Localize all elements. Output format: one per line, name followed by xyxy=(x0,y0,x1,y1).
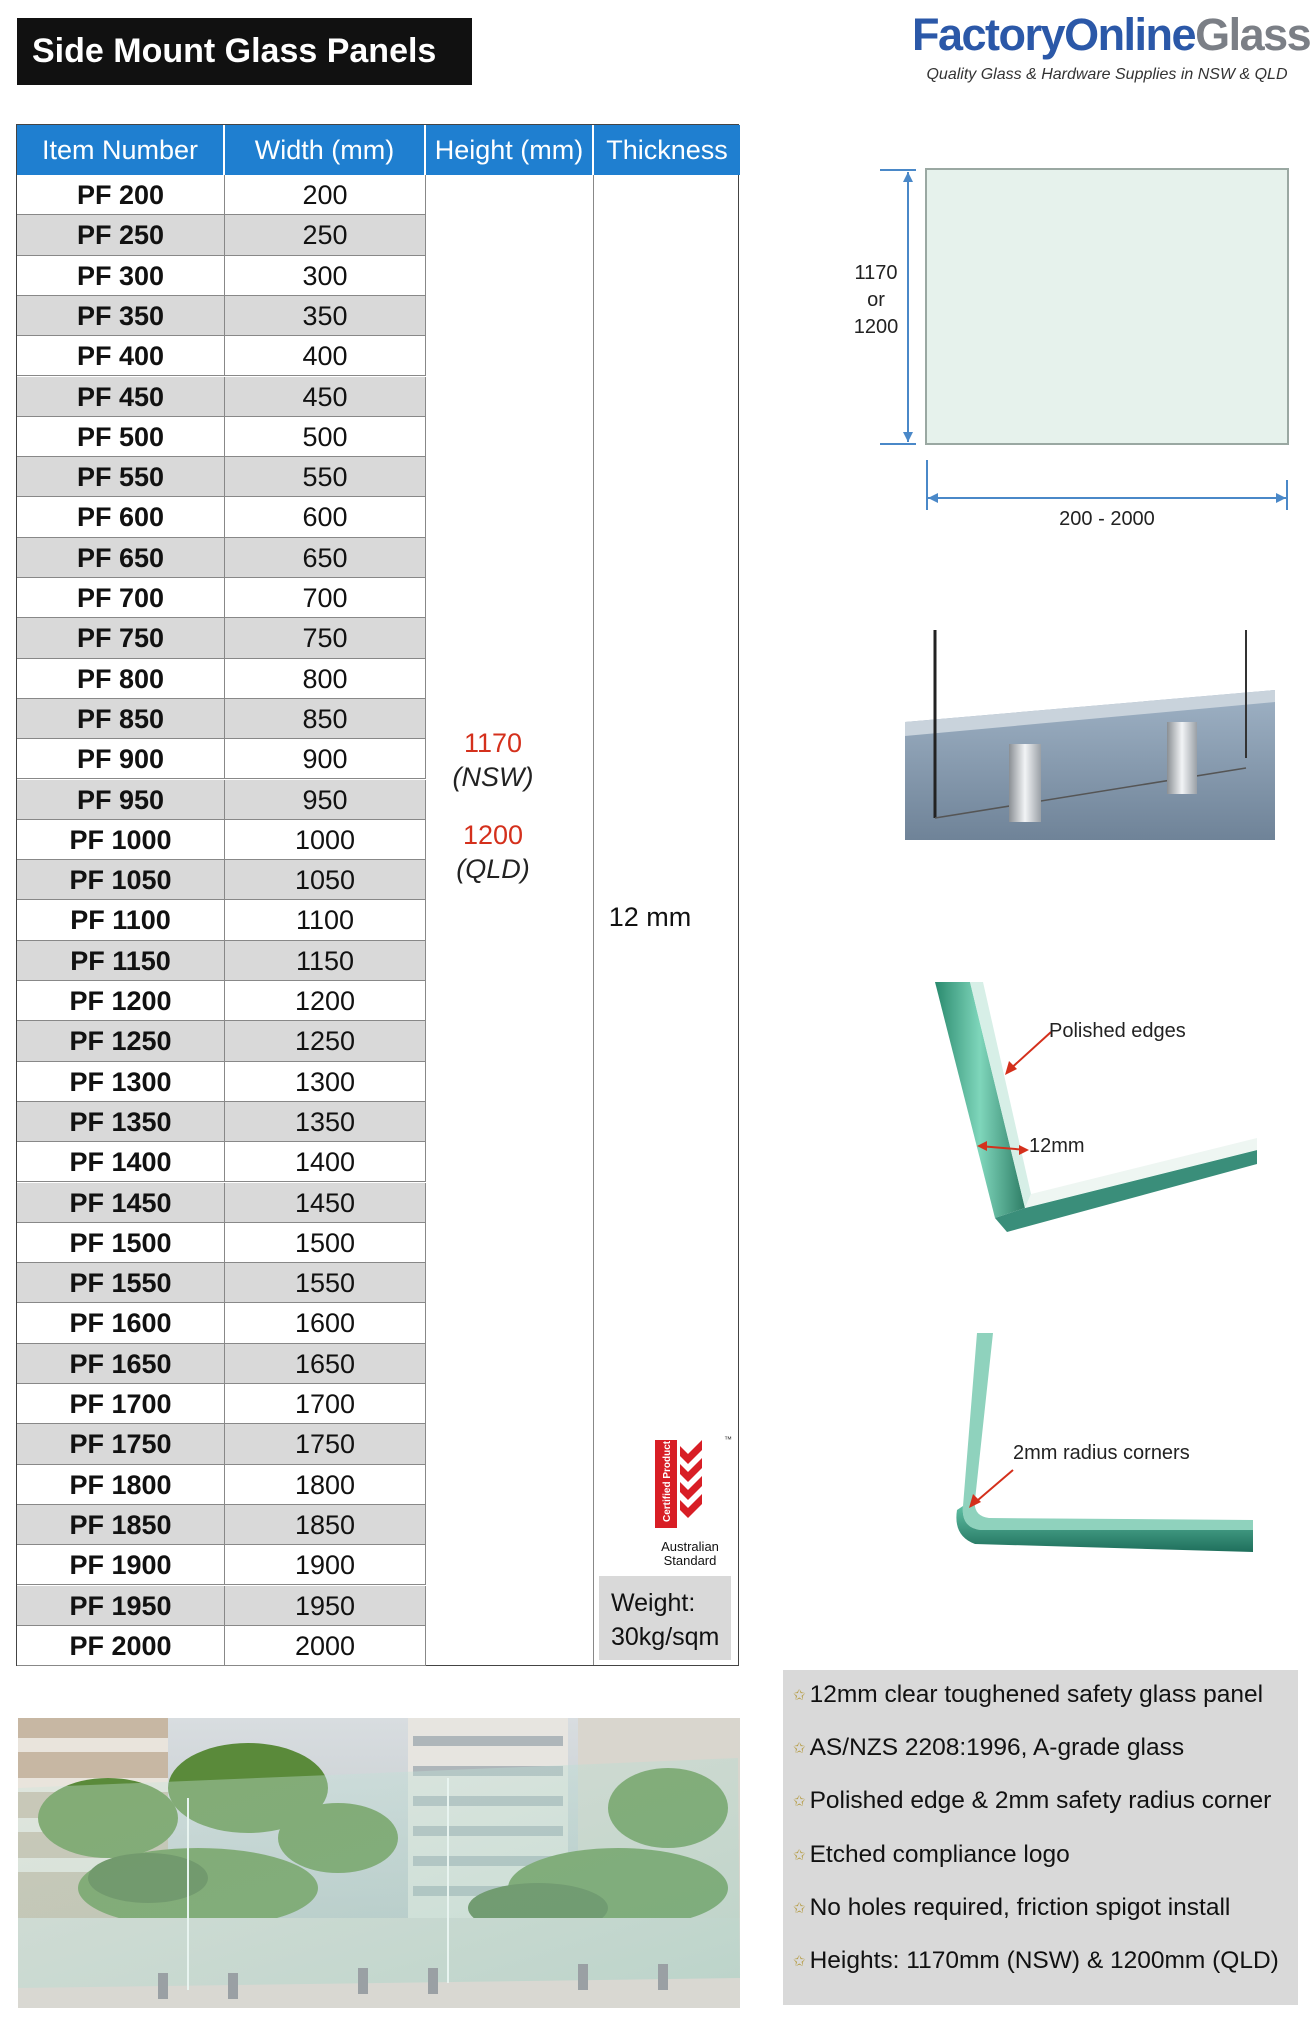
width-cell: 1950 xyxy=(225,1586,426,1625)
item-number-cell: PF 450 xyxy=(17,377,225,416)
table-row xyxy=(17,377,426,417)
item-number-cell: PF 1850 xyxy=(17,1505,225,1544)
item-number-cell: PF 1500 xyxy=(17,1223,225,1262)
item-number-cell: PF 200 xyxy=(17,175,225,214)
width-cell: 200 xyxy=(225,175,426,214)
weight-box xyxy=(599,1576,731,1660)
width-cell: 1100 xyxy=(225,900,426,939)
standard-label xyxy=(640,1540,740,1568)
header-height: Height (mm) xyxy=(426,125,594,175)
feature-text: No holes required, friction spigot install xyxy=(809,1893,1231,1921)
table-row xyxy=(17,578,426,618)
item-number-cell: PF 2000 xyxy=(17,1626,225,1665)
width-cell: 700 xyxy=(225,578,426,617)
feature-text: 12mm clear toughened safety glass panel xyxy=(809,1681,1264,1708)
edge-detail-illustration xyxy=(935,980,1265,1240)
item-number-cell: PF 1650 xyxy=(17,1344,225,1383)
width-cell: 1400 xyxy=(225,1142,426,1181)
height-cell xyxy=(409,726,577,886)
item-number-cell: PF 1700 xyxy=(17,1384,225,1423)
feature-item xyxy=(783,1680,1298,1733)
item-number-cell: PF 750 xyxy=(17,618,225,657)
spigot-panel-image xyxy=(905,628,1275,840)
width-cell: 1300 xyxy=(225,1062,426,1101)
width-cell: 1000 xyxy=(225,820,426,859)
weight-label: Weight: xyxy=(611,1589,696,1617)
table-row xyxy=(17,780,426,820)
height-dim-line-1: 1170 xyxy=(854,262,898,284)
table-row xyxy=(17,1545,426,1585)
radius-corners-label: 2mm radius corners xyxy=(1013,1442,1190,1464)
width-cell: 1150 xyxy=(225,941,426,980)
width-cell: 1650 xyxy=(225,1344,426,1383)
table-row xyxy=(17,1626,426,1666)
width-cell: 300 xyxy=(225,256,426,295)
width-cell: 1850 xyxy=(225,1505,426,1544)
table-row xyxy=(17,1021,426,1061)
table-row xyxy=(17,659,426,699)
table-row xyxy=(17,699,426,739)
standard-line-2: Standard xyxy=(663,1553,717,1568)
star-bullet-icon: ✩ xyxy=(793,1793,806,1811)
item-number-cell: PF 1550 xyxy=(17,1263,225,1302)
item-number-cell: PF 700 xyxy=(17,578,225,617)
width-cell: 800 xyxy=(225,659,426,698)
table-row xyxy=(17,1344,426,1384)
width-cell: 2000 xyxy=(225,1626,426,1665)
certified-product-icon xyxy=(640,1432,740,1542)
width-cell: 950 xyxy=(225,780,426,819)
weight-value: 30kg/sqm xyxy=(611,1623,720,1651)
standard-line-1: Australian xyxy=(661,1539,719,1554)
item-number-cell: PF 550 xyxy=(17,457,225,496)
item-number-cell: PF 1200 xyxy=(17,981,225,1020)
feature-text: Etched compliance logo xyxy=(809,1840,1070,1868)
item-number-cell: PF 1150 xyxy=(17,941,225,980)
table-row xyxy=(17,860,426,900)
width-cell: 650 xyxy=(225,538,426,577)
spec-table xyxy=(16,124,739,1666)
item-number-cell: PF 1050 xyxy=(17,860,225,899)
width-cell: 1600 xyxy=(225,1303,426,1342)
width-cell: 1500 xyxy=(225,1223,426,1262)
item-number-cell: PF 1900 xyxy=(17,1545,225,1584)
item-number-cell: PF 1600 xyxy=(17,1303,225,1342)
company-logo xyxy=(912,9,1311,84)
item-number-cell: PF 900 xyxy=(17,739,225,778)
star-bullet-icon: ✩ xyxy=(793,1846,806,1864)
radius-corner-image xyxy=(935,1330,1265,1610)
table-row xyxy=(17,1142,426,1182)
feature-item xyxy=(783,1840,1298,1893)
table-row xyxy=(17,1384,426,1424)
width-cell: 1250 xyxy=(225,1021,426,1060)
height-dim-line-2: or xyxy=(867,289,885,311)
thickness-cell: 12 mm xyxy=(608,902,692,932)
certification-badge xyxy=(640,1432,740,1572)
feature-text: AS/NZS 2208:1996, A-grade glass xyxy=(809,1734,1185,1762)
polished-edges-label: Polished edges xyxy=(1049,1020,1186,1042)
item-number-cell: PF 600 xyxy=(17,497,225,536)
logo-part-factory: Factory xyxy=(912,9,1065,60)
table-row xyxy=(17,215,426,255)
width-cell: 850 xyxy=(225,699,426,738)
table-row xyxy=(17,336,426,376)
table-row xyxy=(17,941,426,981)
height-qld-label: (QLD) xyxy=(456,854,530,884)
table-row xyxy=(17,256,426,296)
item-number-cell: PF 800 xyxy=(17,659,225,698)
table-row xyxy=(17,900,426,940)
item-number-cell: PF 1800 xyxy=(17,1465,225,1504)
width-cell: 550 xyxy=(225,457,426,496)
installation-photo xyxy=(18,1718,740,2008)
star-bullet-icon: ✩ xyxy=(793,1899,806,1917)
thickness-12mm-label: 12mm xyxy=(1029,1135,1085,1157)
star-bullet-icon: ✩ xyxy=(793,1952,806,1970)
height-nsw-label: (NSW) xyxy=(452,762,534,792)
logo-part-online: Online xyxy=(1064,9,1196,60)
width-cell: 350 xyxy=(225,296,426,335)
polished-edge-image xyxy=(935,980,1265,1240)
panel-dimension-drawing xyxy=(840,160,1300,540)
item-number-cell: PF 850 xyxy=(17,699,225,738)
table-row xyxy=(17,1263,426,1303)
table-row xyxy=(17,1303,426,1343)
table-row xyxy=(17,1505,426,1545)
trademark-symbol: ™ xyxy=(724,1435,732,1444)
table-row xyxy=(17,1062,426,1102)
table-row xyxy=(17,296,426,336)
poolside-glass-image xyxy=(18,1718,740,2008)
item-number-cell: PF 1100 xyxy=(17,900,225,939)
width-cell: 1750 xyxy=(225,1424,426,1463)
item-number-cell: PF 1000 xyxy=(17,820,225,859)
page-title: Side Mount Glass Panels xyxy=(17,18,472,85)
item-number-cell: PF 650 xyxy=(17,538,225,577)
feature-text: Polished edge & 2mm safety radius corner xyxy=(809,1787,1272,1815)
width-cell: 1700 xyxy=(225,1384,426,1423)
item-number-cell: PF 1300 xyxy=(17,1062,225,1101)
width-cell: 1900 xyxy=(225,1545,426,1584)
header-width: Width (mm) xyxy=(225,125,426,175)
features-list xyxy=(783,1670,1298,2005)
width-dimension-label: 200 - 2000 xyxy=(1059,508,1155,530)
table-row xyxy=(17,1102,426,1142)
feature-item xyxy=(783,1733,1298,1786)
width-cell: 1550 xyxy=(225,1263,426,1302)
star-bullet-icon: ✩ xyxy=(793,1740,806,1758)
feature-text: Heights: 1170mm (NSW) & 1200mm (QLD) xyxy=(809,1946,1279,1974)
item-number-cell: PF 1750 xyxy=(17,1424,225,1463)
width-cell: 1200 xyxy=(225,981,426,1020)
logo-tagline: Quality Glass & Hardware Supplies in NSW & QLD xyxy=(926,66,1288,83)
width-cell: 900 xyxy=(225,739,426,778)
item-number-cell: PF 400 xyxy=(17,336,225,375)
width-cell: 500 xyxy=(225,417,426,456)
width-cell: 750 xyxy=(225,618,426,657)
header-thickness: Thickness xyxy=(594,125,740,175)
height-dim-line-3: 1200 xyxy=(853,316,899,338)
item-number-cell: PF 300 xyxy=(17,256,225,295)
item-number-cell: PF 1350 xyxy=(17,1102,225,1141)
corner-detail-illustration xyxy=(935,1330,1265,1610)
table-row xyxy=(17,1183,426,1223)
certified-badge-text: Certified Product xyxy=(662,1440,673,1522)
item-number-cell: PF 250 xyxy=(17,215,225,254)
table-row xyxy=(17,739,426,779)
width-cell: 250 xyxy=(225,215,426,254)
table-row xyxy=(17,175,426,215)
height-qld-value: 1200 xyxy=(462,820,524,850)
logo-part-glass: Glass xyxy=(1195,9,1311,60)
table-row xyxy=(17,457,426,497)
item-number-cell: PF 1450 xyxy=(17,1183,225,1222)
item-number-cell: PF 500 xyxy=(17,417,225,456)
star-bullet-icon: ✩ xyxy=(793,1687,806,1704)
width-cell: 1350 xyxy=(225,1102,426,1141)
table-row xyxy=(17,1586,426,1626)
table-row xyxy=(17,618,426,658)
table-row xyxy=(17,981,426,1021)
table-row xyxy=(17,417,426,457)
feature-item xyxy=(783,1893,1298,1946)
width-cell: 600 xyxy=(225,497,426,536)
width-cell: 400 xyxy=(225,336,426,375)
height-dimension-label xyxy=(840,260,912,341)
width-cell: 1450 xyxy=(225,1183,426,1222)
table-row xyxy=(17,820,426,860)
header-item-number: Item Number xyxy=(17,125,225,175)
dimension-diagram xyxy=(840,160,1300,540)
item-number-cell: PF 1400 xyxy=(17,1142,225,1181)
logo-wordmark xyxy=(912,9,1311,60)
width-cell: 1800 xyxy=(225,1465,426,1504)
table-row xyxy=(17,538,426,578)
item-number-cell: PF 350 xyxy=(17,296,225,335)
feature-item xyxy=(783,1946,1298,1999)
height-nsw-value: 1170 xyxy=(463,728,523,758)
table-row xyxy=(17,1424,426,1464)
item-number-cell: PF 950 xyxy=(17,780,225,819)
feature-item xyxy=(783,1786,1298,1839)
table-row xyxy=(17,1223,426,1263)
spigot-panel-illustration xyxy=(905,628,1275,840)
item-number-cell: PF 1950 xyxy=(17,1586,225,1625)
width-cell: 450 xyxy=(225,377,426,416)
width-cell: 1050 xyxy=(225,860,426,899)
table-row xyxy=(17,1465,426,1505)
item-number-cell: PF 1250 xyxy=(17,1021,225,1060)
table-row xyxy=(17,497,426,537)
